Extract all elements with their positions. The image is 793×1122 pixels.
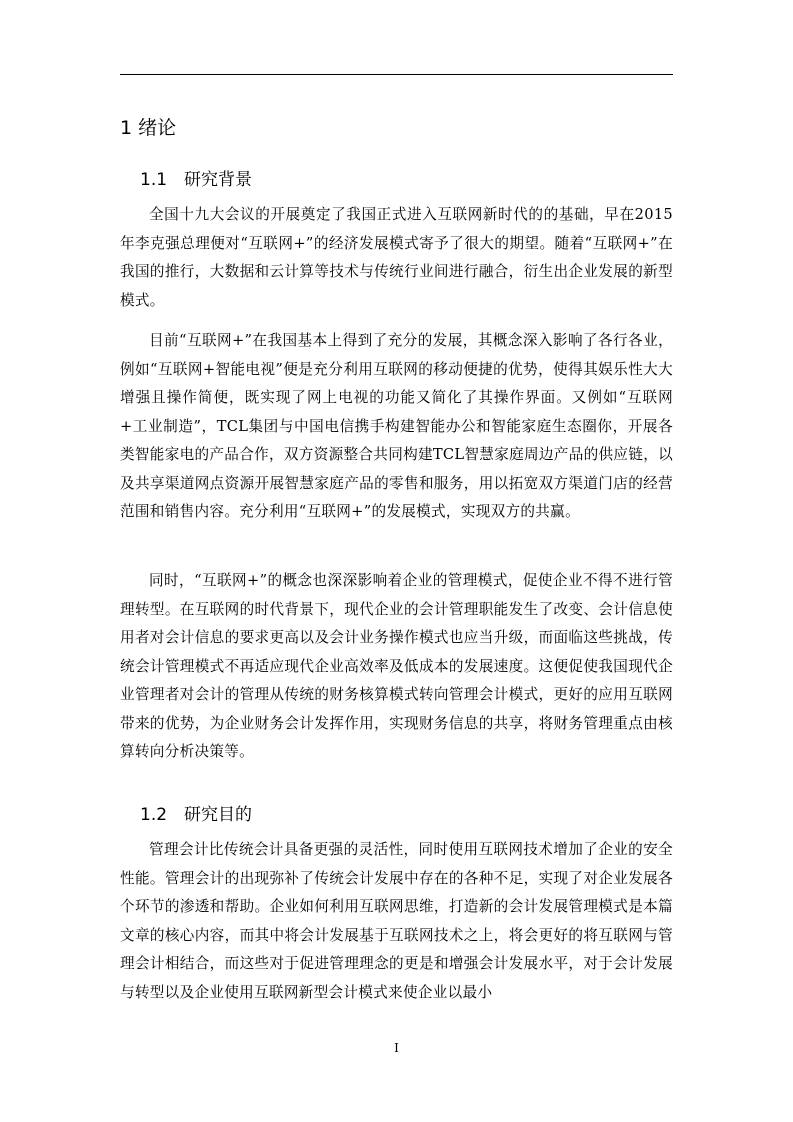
section-title: 研究背景	[184, 170, 252, 190]
body-paragraph: 目前“互联网+”在我国基本上得到了充分的发展，其概念深入影响了各行各业，例如“互联网+智能电视”便是充分利用互联网的移动便捷的优势，使得其娱乐性大大增强且操作简便，既实现了网上电视的功能又简化了其操作界面。又例如“互联网+工业制造”，TCL集团与中国电信携手构建智能办公和智能家庭生态圈你，开展各类智能家电的产品合作，双方资源整合共同构建TCL智慧家庭周边产品的供应链，以及共享渠道网点资源开展智慧家庭产品的零售和服务，用以拓宽双方渠道门店的经营范围和销售内容。充分利用“互联网+”的发展模式，实现双方的共赢。	[120, 332, 673, 520]
section-heading-background	[140, 168, 252, 192]
header-rule	[120, 74, 673, 75]
body-paragraph: 全国十九大会议的开展奠定了我国正式进入互联网新时代的的基础，早在2015年李克强总理便对“互联网+”的经济发展模式寄予了很大的期望。随着“互联网+”在我国的推行，大数据和云计算等技术与传统行业间进行融合，衍生出企业发展的新型模式。	[120, 206, 673, 309]
body-paragraph: 同时，“互联网+”的概念也深深影响着企业的管理模式，促使企业不得不进行管理转型。在互联网的时代背景下，现代企业的会计管理职能发生了改变、会计信息使用者对会计信息的要求更高以及会计业务操作模式也应当升级，而面临这些挑战，传统会计管理模式不再适应现代企业高效率及低成本的发展速度。这便促使我国现代企业管理者对会计的管理从传统的财务核算模式转向管理会计模式，更好的应用互联网带来的优势，为企业财务会计发挥作用，实现财务信息的共享，将财务管理重点由核算转向分析决策等。	[120, 572, 673, 760]
section-number: 1.2	[140, 805, 168, 825]
body-paragraph: 管理会计比传统会计具备更强的灵活性，同时使用互联网技术增加了企业的安全性能。管理会计的出现弥补了传统会计发展中存在的各种不足，实现了对企业发展各个环节的渗透和帮助。企业如何利用互联网思维，打造新的会计发展管理模式是本篇文章的核心内容，而其中将会计发展基于互联网技术之上，将会更好的将互联网与管理会计相结合，而这些对于促进管理理念的更是和增强会计发展水平，对于会计发展与转型以及企业使用互联网新型会计模式来使企业以最小	[120, 841, 673, 1001]
page-number: I	[394, 1041, 399, 1055]
chapter-title: 1 绪论	[120, 117, 177, 139]
section-number: 1.1	[140, 170, 168, 190]
section-heading-purpose	[140, 803, 252, 827]
section-title: 研究目的	[184, 805, 252, 825]
